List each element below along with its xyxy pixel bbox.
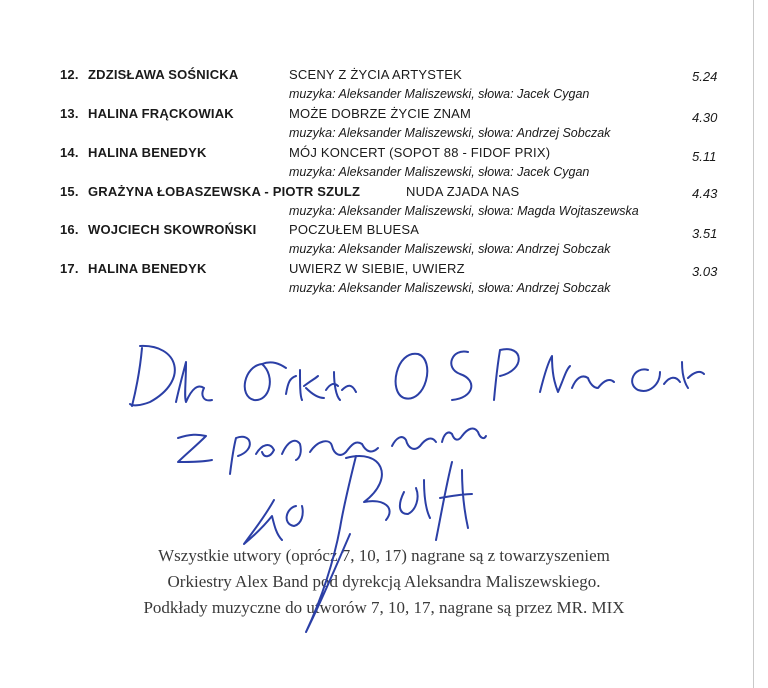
ink-stroke [540, 356, 614, 392]
ink-stroke [326, 372, 356, 400]
track-13 [0, 106, 768, 150]
track-duration: 4.30 [692, 110, 718, 125]
track-duration: 3.51 [692, 226, 718, 241]
track-12 [0, 67, 768, 111]
track-credits: muzyka: Aleksander Maliszewski, słowa: Andrzej Sobczak [289, 281, 611, 295]
track-number: 12. [60, 67, 79, 82]
track-number: 16. [60, 222, 79, 237]
track-duration: 5.11 [692, 149, 717, 164]
track-14 [0, 145, 768, 189]
ink-stroke [245, 362, 286, 400]
ink-stroke [400, 480, 430, 518]
track-duration: 3.03 [692, 264, 718, 279]
track-16 [0, 222, 768, 266]
ink-stroke [632, 362, 704, 391]
track-artist: GRAŻYNA ŁOBASZEWSKA - PIOTR SZULZ [88, 184, 361, 199]
recording-note-line: Orkiestry Alex Band pod dyrekcją Aleksandra Maliszewskiego. [167, 572, 601, 591]
track-credits: muzyka: Aleksander Maliszewski, słowa: Andrzej Sobczak [289, 126, 611, 140]
track-artist: HALINA BENEDYK [88, 145, 207, 160]
recording-note-line: Podkłady muzyczne do utworów 7, 10, 17, nagrane są przez MR. MIX [143, 598, 625, 617]
track-artist: HALINA BENEDYK [88, 261, 207, 276]
ink-stroke [287, 506, 303, 526]
track-number: 17. [60, 261, 79, 276]
track-credits: muzyka: Aleksander Maliszewski, słowa: Andrzej Sobczak [289, 242, 611, 256]
ink-stroke [286, 370, 324, 400]
track-title: MÓJ KONCERT (SOPOT 88 - FIDOF PRIX) [289, 145, 551, 160]
track-number: 14. [60, 145, 79, 160]
track-title: UWIERZ W SIEBIE, UWIERZ [289, 261, 465, 276]
ink-stroke [130, 346, 175, 405]
recording-note [0, 543, 768, 621]
track-number: 13. [60, 106, 79, 121]
ink-stroke [451, 351, 471, 400]
ink-stroke [392, 429, 486, 449]
ink-stroke [132, 348, 142, 406]
ink-stroke [436, 462, 472, 540]
track-duration: 5.24 [692, 69, 718, 84]
track-artist: WOJCIECH SKOWROŃSKI [88, 222, 257, 237]
ink-stroke [178, 435, 212, 462]
track-title: NUDA ZJADA NAS [406, 184, 520, 199]
ink-stroke [176, 362, 212, 402]
ink-stroke [256, 441, 301, 460]
ink-stroke [494, 349, 519, 400]
ink-stroke [346, 456, 390, 520]
track-credits: muzyka: Aleksander Maliszewski, słowa: Jacek Cygan [289, 87, 590, 101]
track-duration: 4.43 [692, 186, 718, 201]
track-17 [0, 261, 768, 305]
track-title: SCENY Z ŻYCIA ARTYSTEK [289, 67, 462, 82]
ink-stroke [230, 437, 250, 474]
track-title: POCZUŁEM BLUESA [289, 222, 420, 237]
track-artist: ZDZISŁAWA SOŚNICKA [88, 67, 239, 82]
track-title: MOŻE DOBRZE ŻYCIE ZNAM [289, 106, 472, 121]
ink-stroke [310, 441, 378, 455]
ink-stroke [244, 500, 282, 544]
track-credits: muzyka: Aleksander Maliszewski, słowa: Jacek Cygan [289, 165, 590, 179]
track-number: 15. [60, 184, 79, 199]
track-artist: HALINA FRĄCKOWIAK [88, 106, 234, 121]
recording-note-line: Wszystkie utwory (oprócz 7, 10, 17) nagrane są z towarzyszeniem [158, 546, 610, 565]
ink-stroke [396, 354, 428, 399]
track-credits: muzyka: Aleksander Maliszewski, słowa: Magda Wojtaszewska [289, 204, 639, 218]
